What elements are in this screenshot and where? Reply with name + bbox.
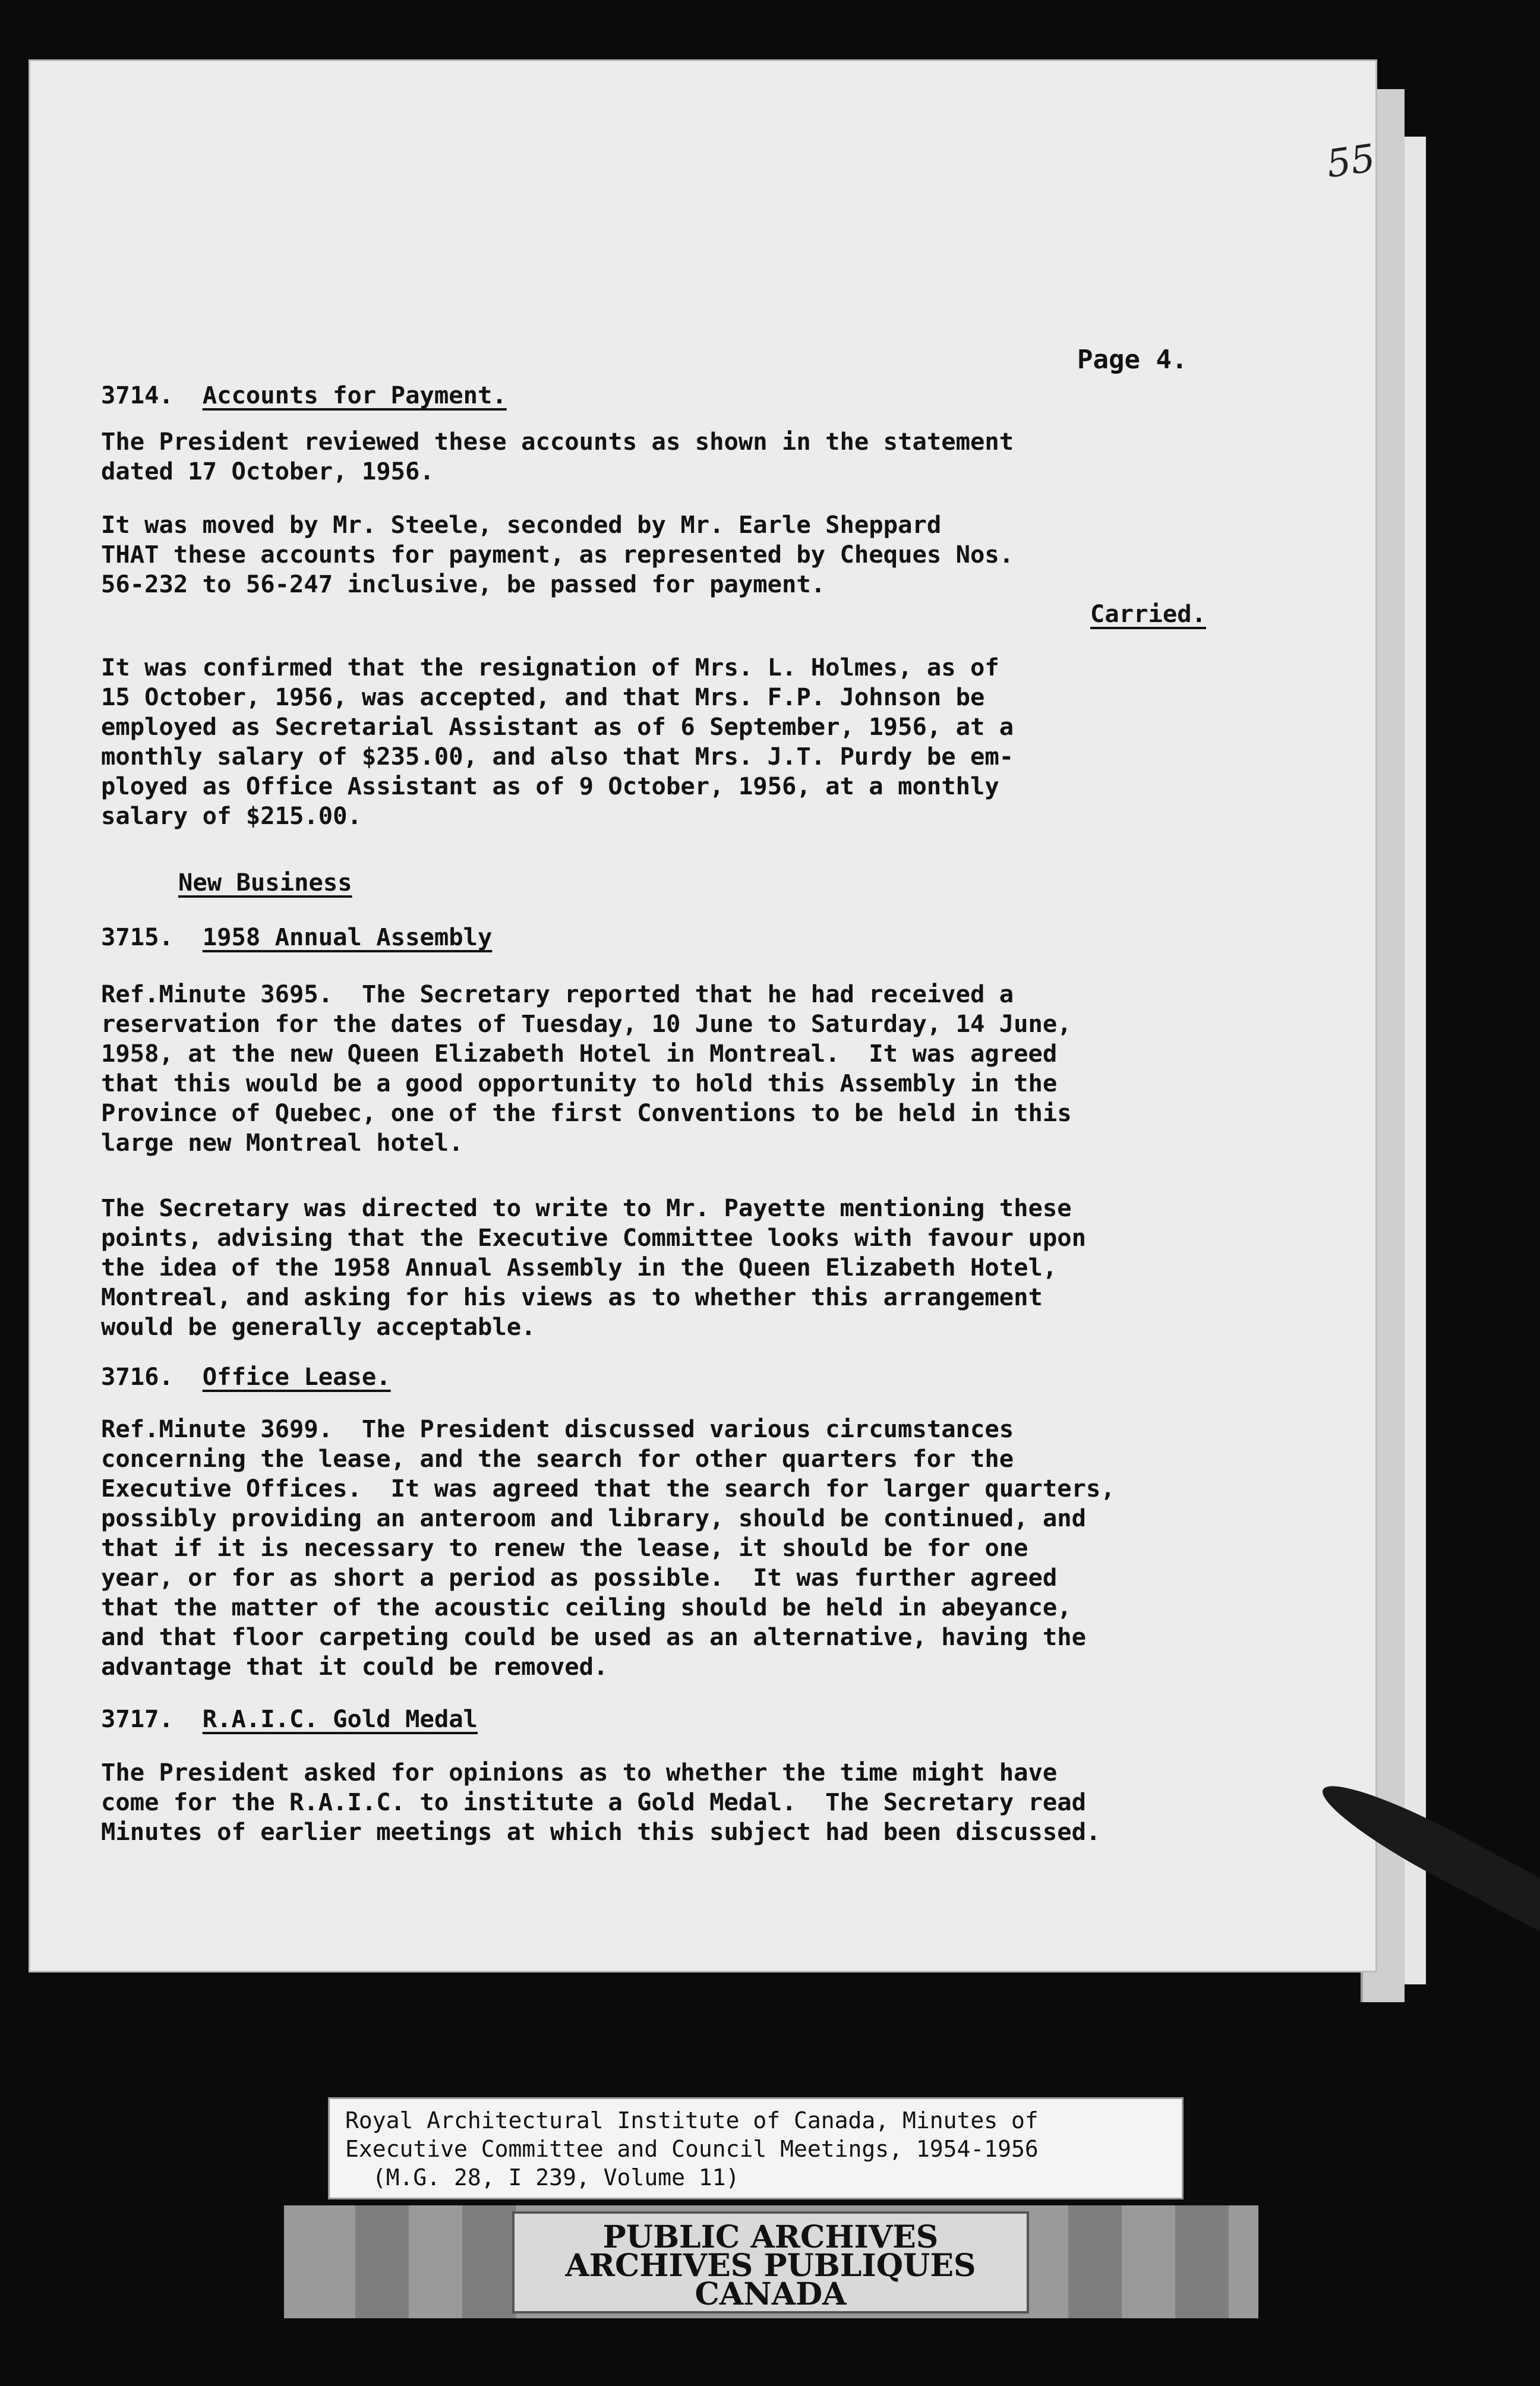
paragraph-3717-gold-medal: The President asked for opinions as to whether the time might have come for the R.A.I.C. to institute a Gold Medal. The Secretary read Minutes of earlier meetings at which this subject had been discussed. [101,1758,1101,1846]
paragraph-3714-review: The President reviewed these accounts as shown in the statement dated 17 October, 1956. [101,427,1014,485]
handwritten-page-number: 55 [1324,136,1378,187]
paragraph-3715-reservation: Ref.Minute 3695. The Secretary reported that he had received a reservation for the dates of Tuesday, 10 June to Saturday, 14 June, 1958, at the new Queen Elizabeth Hotel in Montreal. It was agreed that this would be a good opportunity to hold this Assembly in the Province of Quebec, one of the first Conventions to be held in this large new Montreal hotel. [101,980,1072,1157]
item-title-3715: 1958 Annual Assembly [202,923,493,951]
item-heading-3714: 3714. Accounts for Payment. [101,381,507,409]
item-title-3717: R.A.I.C. Gold Medal [202,1705,478,1733]
archive-caption: Royal Architectural Institute of Canada, Minutes of Executive Committee and Council Meetings, 1954-1956 (M.G. 28, I 239, Volume 11) [328,2097,1184,2199]
item-heading-3716: 3716. Office Lease. [101,1362,391,1391]
paragraph-3714-staff: It was confirmed that the resignation of Mrs. L. Holmes, as of 15 October, 1956, was accepted, and that Mrs. F.P. Johnson be employed as Secretarial Assistant as of 6 September, 1956, at a monthly salary of $235.00, and also that Mrs. J.T. Purdy be em- ployed as Office Assistant as of 9 October, 1956, at a monthly salary of $215.00. [101,653,1014,830]
carried-label: Carried. [1090,599,1206,628]
public-archives-stamp: PUBLIC ARCHIVES ARCHIVES PUBLIQUES CANADA [512,2211,1029,2314]
item-heading-3715: 3715. 1958 Annual Assembly [101,923,493,951]
page-label: Page 4. [1077,345,1188,375]
paragraph-3716-lease: Ref.Minute 3699. The President discussed various circumstances concerning the lease, and the search for other quarters for the Executive Offices. It was agreed that the search for larger quarters, possibly providing an anteroom and library, should be continued, and that if it is necessary to renew the lease, it should be for one year, or for as short a period as possible. It was further agreed that the matter of the acoustic ceiling should be held in abeyance, and that floor carpeting could be used as an alternative, having the advantage that it could be removed. [101,1415,1115,1681]
section-new-business: New Business [178,868,352,897]
item-heading-3717: 3717. R.A.I.C. Gold Medal [101,1705,478,1733]
item-title-3716: Office Lease. [202,1362,391,1391]
paragraph-3714-motion: It was moved by Mr. Steele, seconded by Mr. Earle Sheppard THAT these accounts for payment, as represented by Cheques Nos. 56-232 to 56-247 inclusive, be passed for payment. Carried. [101,510,1206,628]
paragraph-3715-direction: The Secretary was directed to write to Mr. Payette mentioning these points, advising that the Executive Committee looks with favour upon the idea of the 1958 Annual Assembly in the Queen Elizabeth Hotel, Montreal, and asking for his views as to whether this arrangement would be generally acceptable. [101,1194,1087,1341]
item-title-3714: Accounts for Payment. [202,381,507,409]
document-page [29,59,1377,1972]
